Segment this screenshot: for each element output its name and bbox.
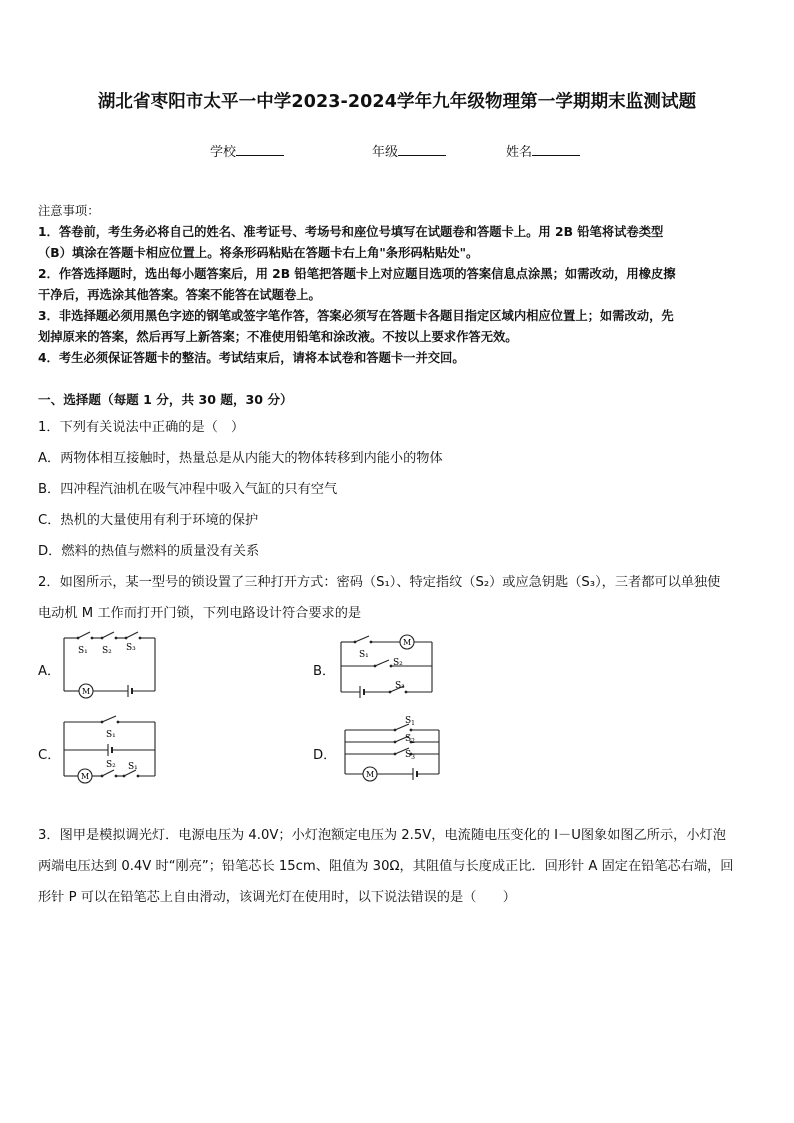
- school-field: [210, 141, 284, 160]
- switch-s1-label: $S_1$: [405, 716, 415, 727]
- switch-s3-label: $S_3$: [405, 750, 415, 761]
- switch-s2-label: S₂: [106, 760, 116, 770]
- name-label: 姓名: [506, 145, 533, 160]
- school-blank: [236, 143, 284, 156]
- circuit-a-label: A．: [38, 664, 61, 679]
- grade-blank: [398, 143, 446, 156]
- question-3-line: 3．图甲是模拟调光灯．电源电压为 4.0V；小灯泡额定电压为 2.5V，电流随电压变化的 I－U图象如图乙所示，小灯泡: [38, 828, 726, 843]
- circuit-c-label: C．: [38, 748, 61, 763]
- circuit-c-diagram: [58, 712, 162, 786]
- switch-s2-label: S₂: [393, 658, 403, 668]
- switch-s1-label: S₁: [359, 650, 369, 660]
- notice-line: 3．非选择题必须用黑色字迹的钢笔或签字笔作答，答案必须写在答题卡各题目指定区域内相应位置上；如需改动，先: [38, 309, 674, 323]
- name-field: [506, 141, 580, 160]
- circuit-d-diagram: [335, 712, 447, 786]
- circuit-b-label: B．: [313, 664, 336, 679]
- notice-block: [38, 201, 760, 369]
- question-1-stem: 1．下列有关说法中正确的是（ ）: [38, 420, 245, 435]
- switch-s3-label: S₃: [395, 681, 405, 691]
- page-title: 湖北省枣阳市太平一中学2023-2024学年九年级物理第一学期期末监测试题: [97, 92, 697, 112]
- question-1-option-d: D．燃料的热值与燃料的质量没有关系: [38, 544, 260, 559]
- switch-s2-label: S₂: [102, 646, 112, 656]
- circuit-d-label: D．: [313, 748, 337, 763]
- motor-label: M: [403, 638, 412, 647]
- notice-line: 划掉原来的答案，然后再写上新答案；不准使用铅笔和涂改液。不按以上要求作答无效。: [38, 330, 518, 344]
- motor-label: M: [366, 770, 375, 779]
- notice-line: 2．作答选择题时，选出每小题答案后，用 2B 铅笔把答题卡上对应题目选项的答案信息点涂黑；如需改动，用橡皮擦: [38, 267, 676, 281]
- switch-s1-label: S₁: [128, 762, 138, 772]
- question-1-option-a: A．两物体相互接触时，热量总是从内能大的物体转移到内能小的物体: [38, 451, 443, 466]
- name-blank: [532, 143, 580, 156]
- notice-line: 4．考生必须保证答题卡的整洁。考试结束后，请将本试卷和答题卡一并交回。: [38, 351, 465, 365]
- notice-line: 1．答卷前，考生务必将自己的姓名、准考证号、考场号和座位号填写在试题卷和答题卡上。用 2B 铅笔将试卷类型: [38, 225, 664, 239]
- notice-line: （B）填涂在答题卡相应位置上。将条形码粘贴在答题卡右上角"条形码粘贴处"。: [38, 246, 479, 260]
- grade-label: 年级: [372, 145, 399, 160]
- school-label: 学校: [210, 145, 237, 160]
- question-3-line: 两端电压达到 0.4V 时“刚亮”；铅笔芯长 15cm、阻值为 30Ω，其阻值与长度成正比．回形针 A 固定在铅笔芯右端，回: [38, 859, 734, 874]
- notice-line: 干净后，再选涂其他答案。答案不能答在试题卷上。: [38, 288, 321, 302]
- circuit-b-diagram: [335, 630, 439, 702]
- question-3-line: 形针 P 可以在铅笔芯上自由滑动，该调光灯在使用时，以下说法错误的是（ ）: [38, 890, 516, 905]
- switch-s2-label: $S_2$: [405, 734, 415, 745]
- question-1-option-c: C．热机的大量使用有利于环境的保护: [38, 513, 259, 528]
- section-heading: 一、选择题（每题 1 分，共 30 题，30 分）: [38, 392, 293, 407]
- question-3: [38, 820, 760, 913]
- grade-field: [372, 141, 446, 160]
- motor-label: M: [81, 772, 90, 781]
- question-2-stem-line2: 电动机 M 工作而打开门锁，下列电路设计符合要求的是: [38, 606, 362, 621]
- question-2-stem-line1: 2．如图所示，某一型号的锁设置了三种打开方式：密码（S₁）、特定指纹（S₂）或应急钥匙（S₃），三者都可以单独使: [38, 575, 721, 590]
- switch-s3-label: S₃: [126, 643, 136, 653]
- question-1-option-b: B．四冲程汽油机在吸气冲程中吸入气缸的只有空气: [38, 482, 338, 497]
- switch-s1-label: S₁: [106, 730, 116, 740]
- notice-heading: 注意事项：: [38, 204, 100, 218]
- circuit-a-diagram: [58, 628, 162, 700]
- switch-s1-label: S₁: [78, 646, 88, 656]
- motor-label: M: [82, 687, 91, 696]
